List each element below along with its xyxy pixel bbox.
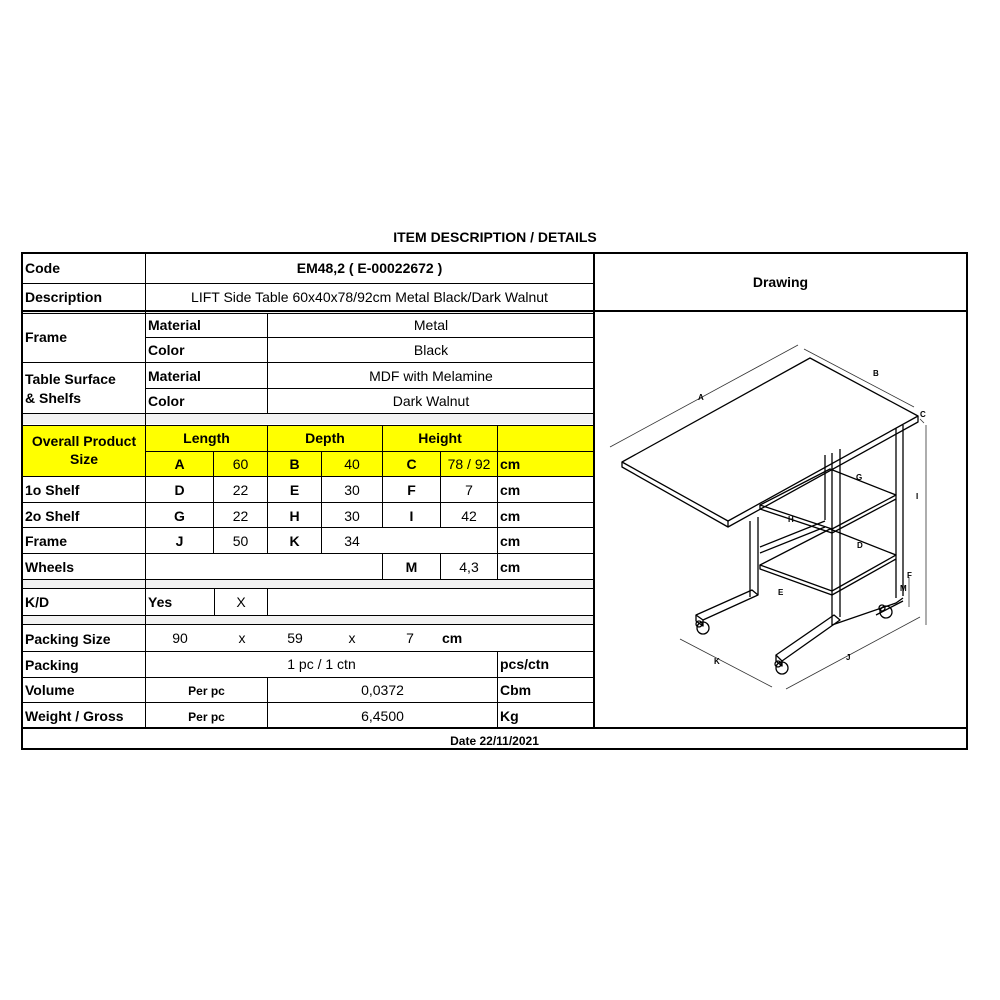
dim-key: D — [174, 482, 185, 498]
weight-label: Weight / Gross — [25, 708, 124, 724]
surface-material-label: Material — [148, 368, 201, 384]
overall-size-label: Overall Product — [31, 433, 137, 449]
product-drawing — [600, 315, 966, 725]
weight-per: Per pc — [188, 710, 225, 724]
code-value: EM48,2 ( E-00022672 ) — [296, 260, 443, 276]
dim-value: 78 / 92 — [447, 456, 491, 472]
drawing-label: Drawing — [752, 274, 809, 290]
dim-key: A — [174, 456, 185, 472]
dim-key: F — [407, 482, 416, 498]
dim-unit: cm — [500, 559, 521, 575]
dim-key: G — [174, 508, 185, 524]
packing-length: 90 — [172, 630, 188, 646]
packing-height: 7 — [406, 630, 414, 646]
dim-unit: cm — [500, 482, 521, 498]
dim-key: E — [289, 482, 300, 498]
dim-letter-h: H — [788, 515, 794, 524]
volume-unit: Cbm — [500, 682, 532, 698]
description-label: Description — [25, 289, 103, 305]
dim-value: 60 — [232, 456, 249, 472]
dim-key: J — [175, 533, 184, 549]
dim-letter-f: F — [907, 571, 912, 580]
section-gap — [23, 414, 594, 424]
dim-key: I — [409, 508, 414, 524]
kd-mark: X — [236, 594, 246, 610]
height-header: Height — [418, 430, 462, 446]
dim-key: M — [405, 559, 418, 575]
kd-label: K/D — [25, 594, 50, 610]
surface-color-value: Dark Walnut — [392, 393, 470, 409]
dim-letter-c: C — [920, 410, 926, 419]
packing-unit: cm — [442, 630, 463, 646]
weight-value: 6,4500 — [361, 708, 404, 724]
dim-value: 30 — [344, 482, 360, 498]
dim-letter-m: M — [900, 584, 907, 593]
document-title: ITEM DESCRIPTION / DETAILS — [393, 229, 597, 245]
dim-letter-j: J — [846, 653, 851, 662]
dim-key: B — [289, 456, 300, 472]
date-footer: Date 22/11/2021 — [450, 734, 539, 748]
packing-depth: 59 — [287, 630, 303, 646]
code-label: Code — [25, 260, 60, 276]
dim-unit: cm — [500, 456, 521, 472]
section-gap — [23, 580, 594, 588]
packing-label: Packing — [25, 657, 79, 673]
overall-size-label-2: Size — [69, 451, 98, 467]
dim-letter-a: A — [698, 393, 704, 402]
dim-row-label: Wheels — [25, 559, 75, 575]
dim-row-label: Frame — [25, 533, 68, 549]
frame-color-value: Black — [413, 342, 449, 358]
length-header: Length — [183, 430, 230, 446]
packing-size-label: Packing Size — [25, 631, 111, 647]
dim-letter-d: D — [857, 541, 863, 550]
dim-value: 42 — [461, 508, 477, 524]
frame-color-label: Color — [148, 342, 185, 358]
dim-value: 30 — [344, 508, 360, 524]
depth-header: Depth — [305, 430, 345, 446]
description-value: LIFT Side Table 60x40x78/92cm Metal Black/Dark Walnut — [191, 289, 548, 305]
kd-yes: Yes — [148, 594, 173, 610]
section-gap — [23, 616, 594, 624]
volume-value: 0,0372 — [361, 682, 404, 698]
dim-key: H — [289, 508, 300, 524]
dim-value: 7 — [465, 482, 473, 498]
dim-key: C — [406, 456, 417, 472]
dim-letter-e: E — [778, 588, 784, 597]
dim-letter-b: B — [873, 369, 879, 378]
dim-row-label: 2o Shelf — [25, 508, 80, 524]
dim-letter-i: I — [916, 492, 919, 501]
dim-value: 22 — [232, 508, 249, 524]
dim-key: K — [289, 533, 300, 549]
packing-value: 1 pc / 1 ctn — [287, 656, 356, 672]
surface-label: Table Surface — [25, 371, 116, 387]
dim-value: 4,3 — [459, 559, 479, 575]
packing-x: x — [238, 630, 246, 646]
dim-letter-k: K — [714, 657, 720, 666]
dim-letter-g: G — [856, 473, 863, 482]
volume-per: Per pc — [188, 684, 225, 698]
surface-label-2: & Shelfs — [25, 390, 82, 406]
dim-value: 22 — [232, 482, 249, 498]
packing-unit: pcs/ctn — [500, 656, 550, 672]
frame-material-label: Material — [148, 317, 201, 333]
dim-row-label: 1o Shelf — [25, 482, 80, 498]
dim-value: 40 — [344, 456, 360, 472]
volume-label: Volume — [25, 682, 75, 698]
dim-value: 50 — [232, 533, 249, 549]
dim-value: 34 — [344, 533, 360, 549]
dim-unit: cm — [500, 533, 521, 549]
weight-unit: Kg — [500, 708, 519, 724]
surface-color-label: Color — [148, 393, 185, 409]
frame-label: Frame — [25, 329, 68, 345]
packing-x: x — [348, 630, 356, 646]
frame-material-value: Metal — [413, 317, 449, 333]
surface-material-value: MDF with Melamine — [369, 368, 493, 384]
dim-unit: cm — [500, 508, 521, 524]
